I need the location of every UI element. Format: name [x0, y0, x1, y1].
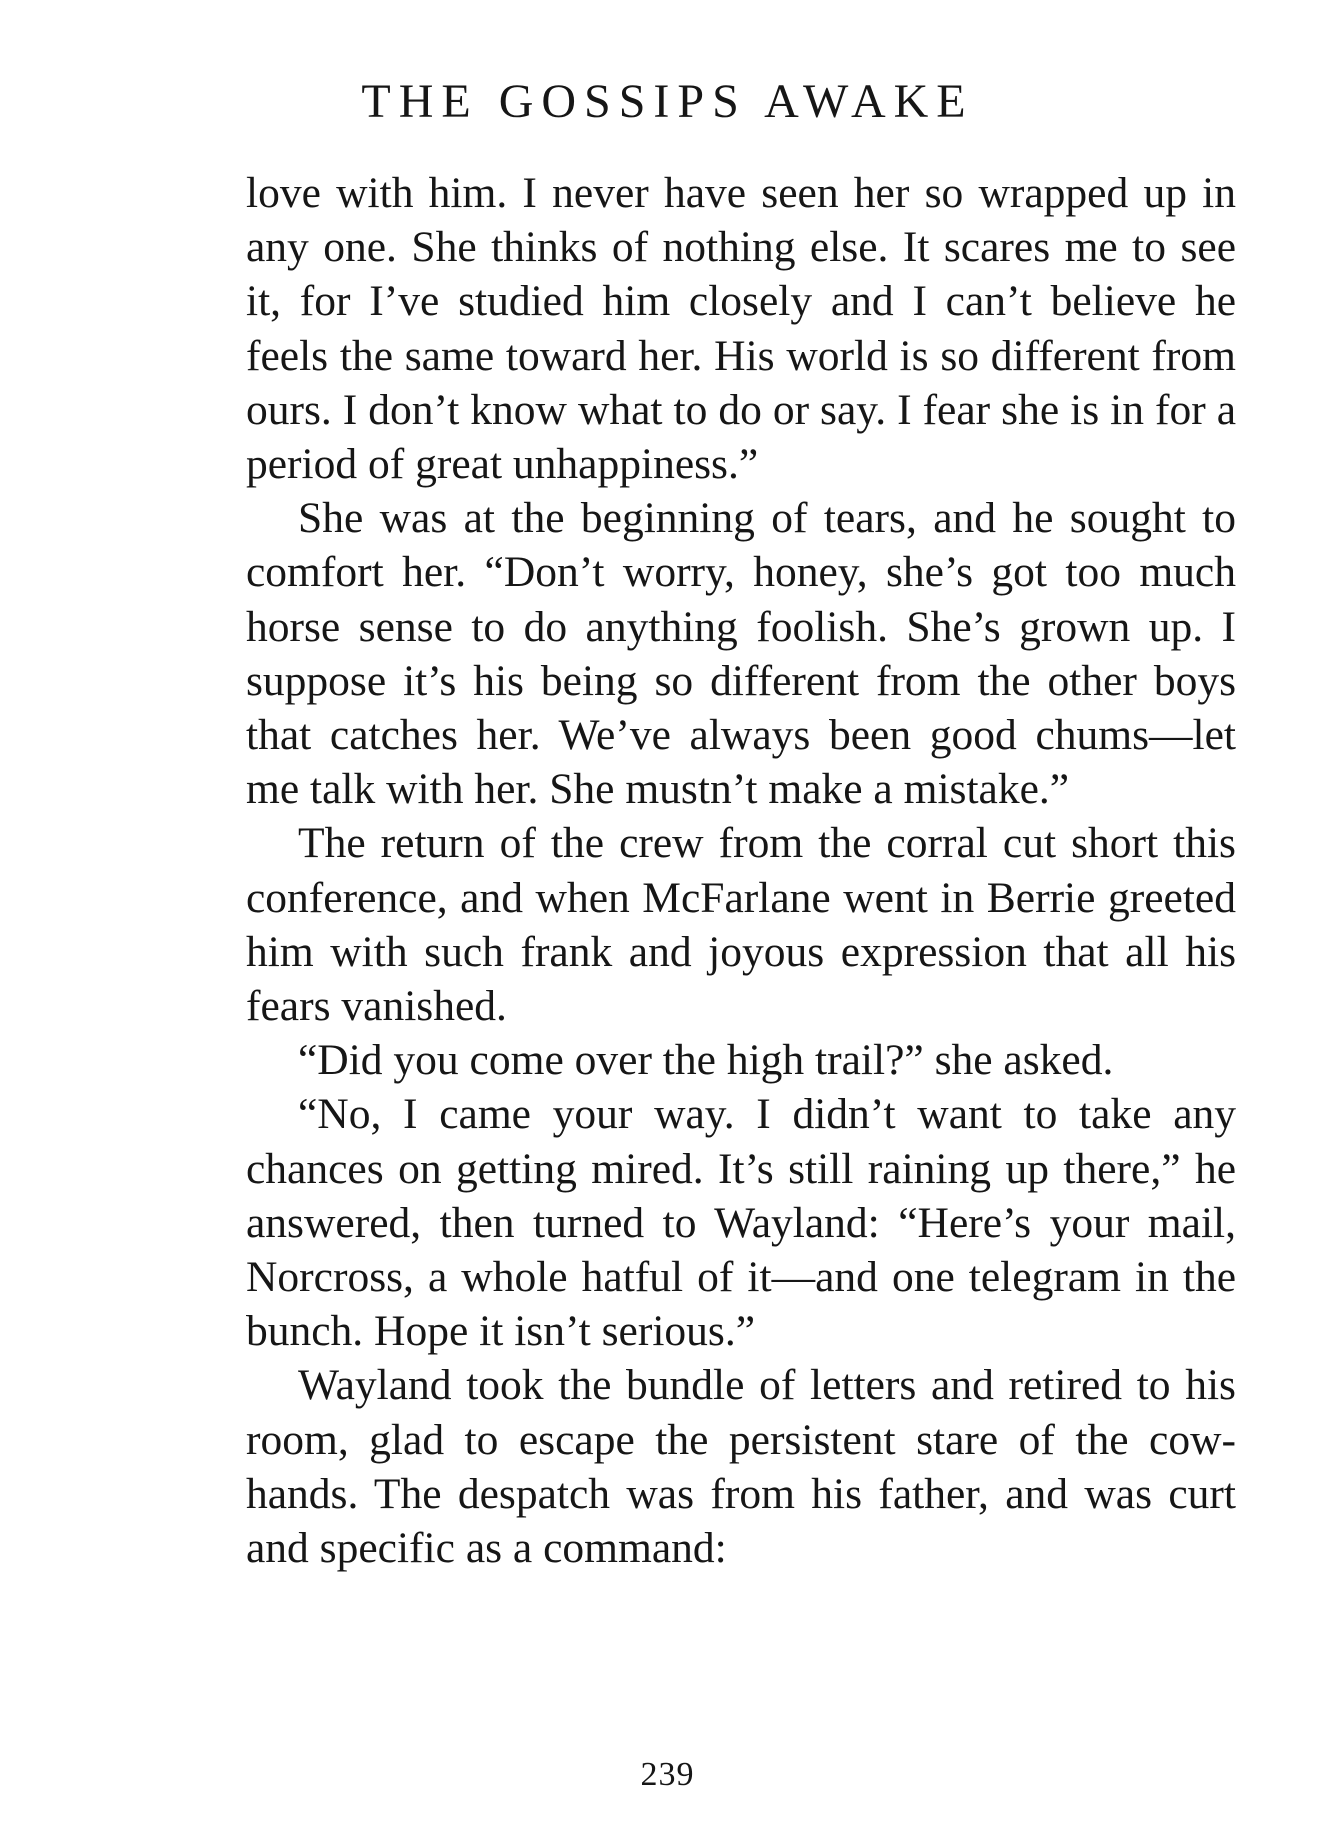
paragraph: She was at the beginning of tears, and he sought to comfort her. “Don’t worry, honey, she’s got too much horse sense to do anything foolish. She’s grown up. I suppose it’s his being so different from the other boys that catches her. We’ve always been good chums—let me talk with her. She mustn’t make a mistake.” [246, 494, 1236, 814]
page-number: 239 [640, 1756, 695, 1793]
running-head: THE GOSSIPS AWAKE [361, 75, 974, 128]
paragraph: Wayland took the bundle of letters and retired to his room, glad to escape the persistent stare of the cow-hands. The despatch was from his father, and was curt and specific as a command: [246, 1361, 1236, 1573]
paragraph: “No, I came your way. I didn’t want to take any chances on getting mired. It’s still raining up there,” he answered, then turned to Wayland: “Here’s your mail, Norcross, a whole hatful of it—and one telegram in the bunch. Hope it isn’t serious.” [246, 1090, 1236, 1356]
paragraph-continued: love with him. I never have seen her so wrapped up in any one. She thinks of nothing else. It scares me to see it, for I’ve studied him closely and I can’t believe he feels the same toward her. His world is so different from ours. I don’t know what to do or say. I fear she is in for a period of great unhappiness.” [246, 169, 1236, 489]
body-text [246, 166, 1236, 1575]
paragraph: “Did you come over the high trail?” she asked. [298, 1036, 1114, 1085]
paragraph: The return of the crew from the corral cut short this conference, and when McFarlane went in Berrie greeted him with such frank and joyous expression that all his fears vanished. [246, 819, 1236, 1031]
